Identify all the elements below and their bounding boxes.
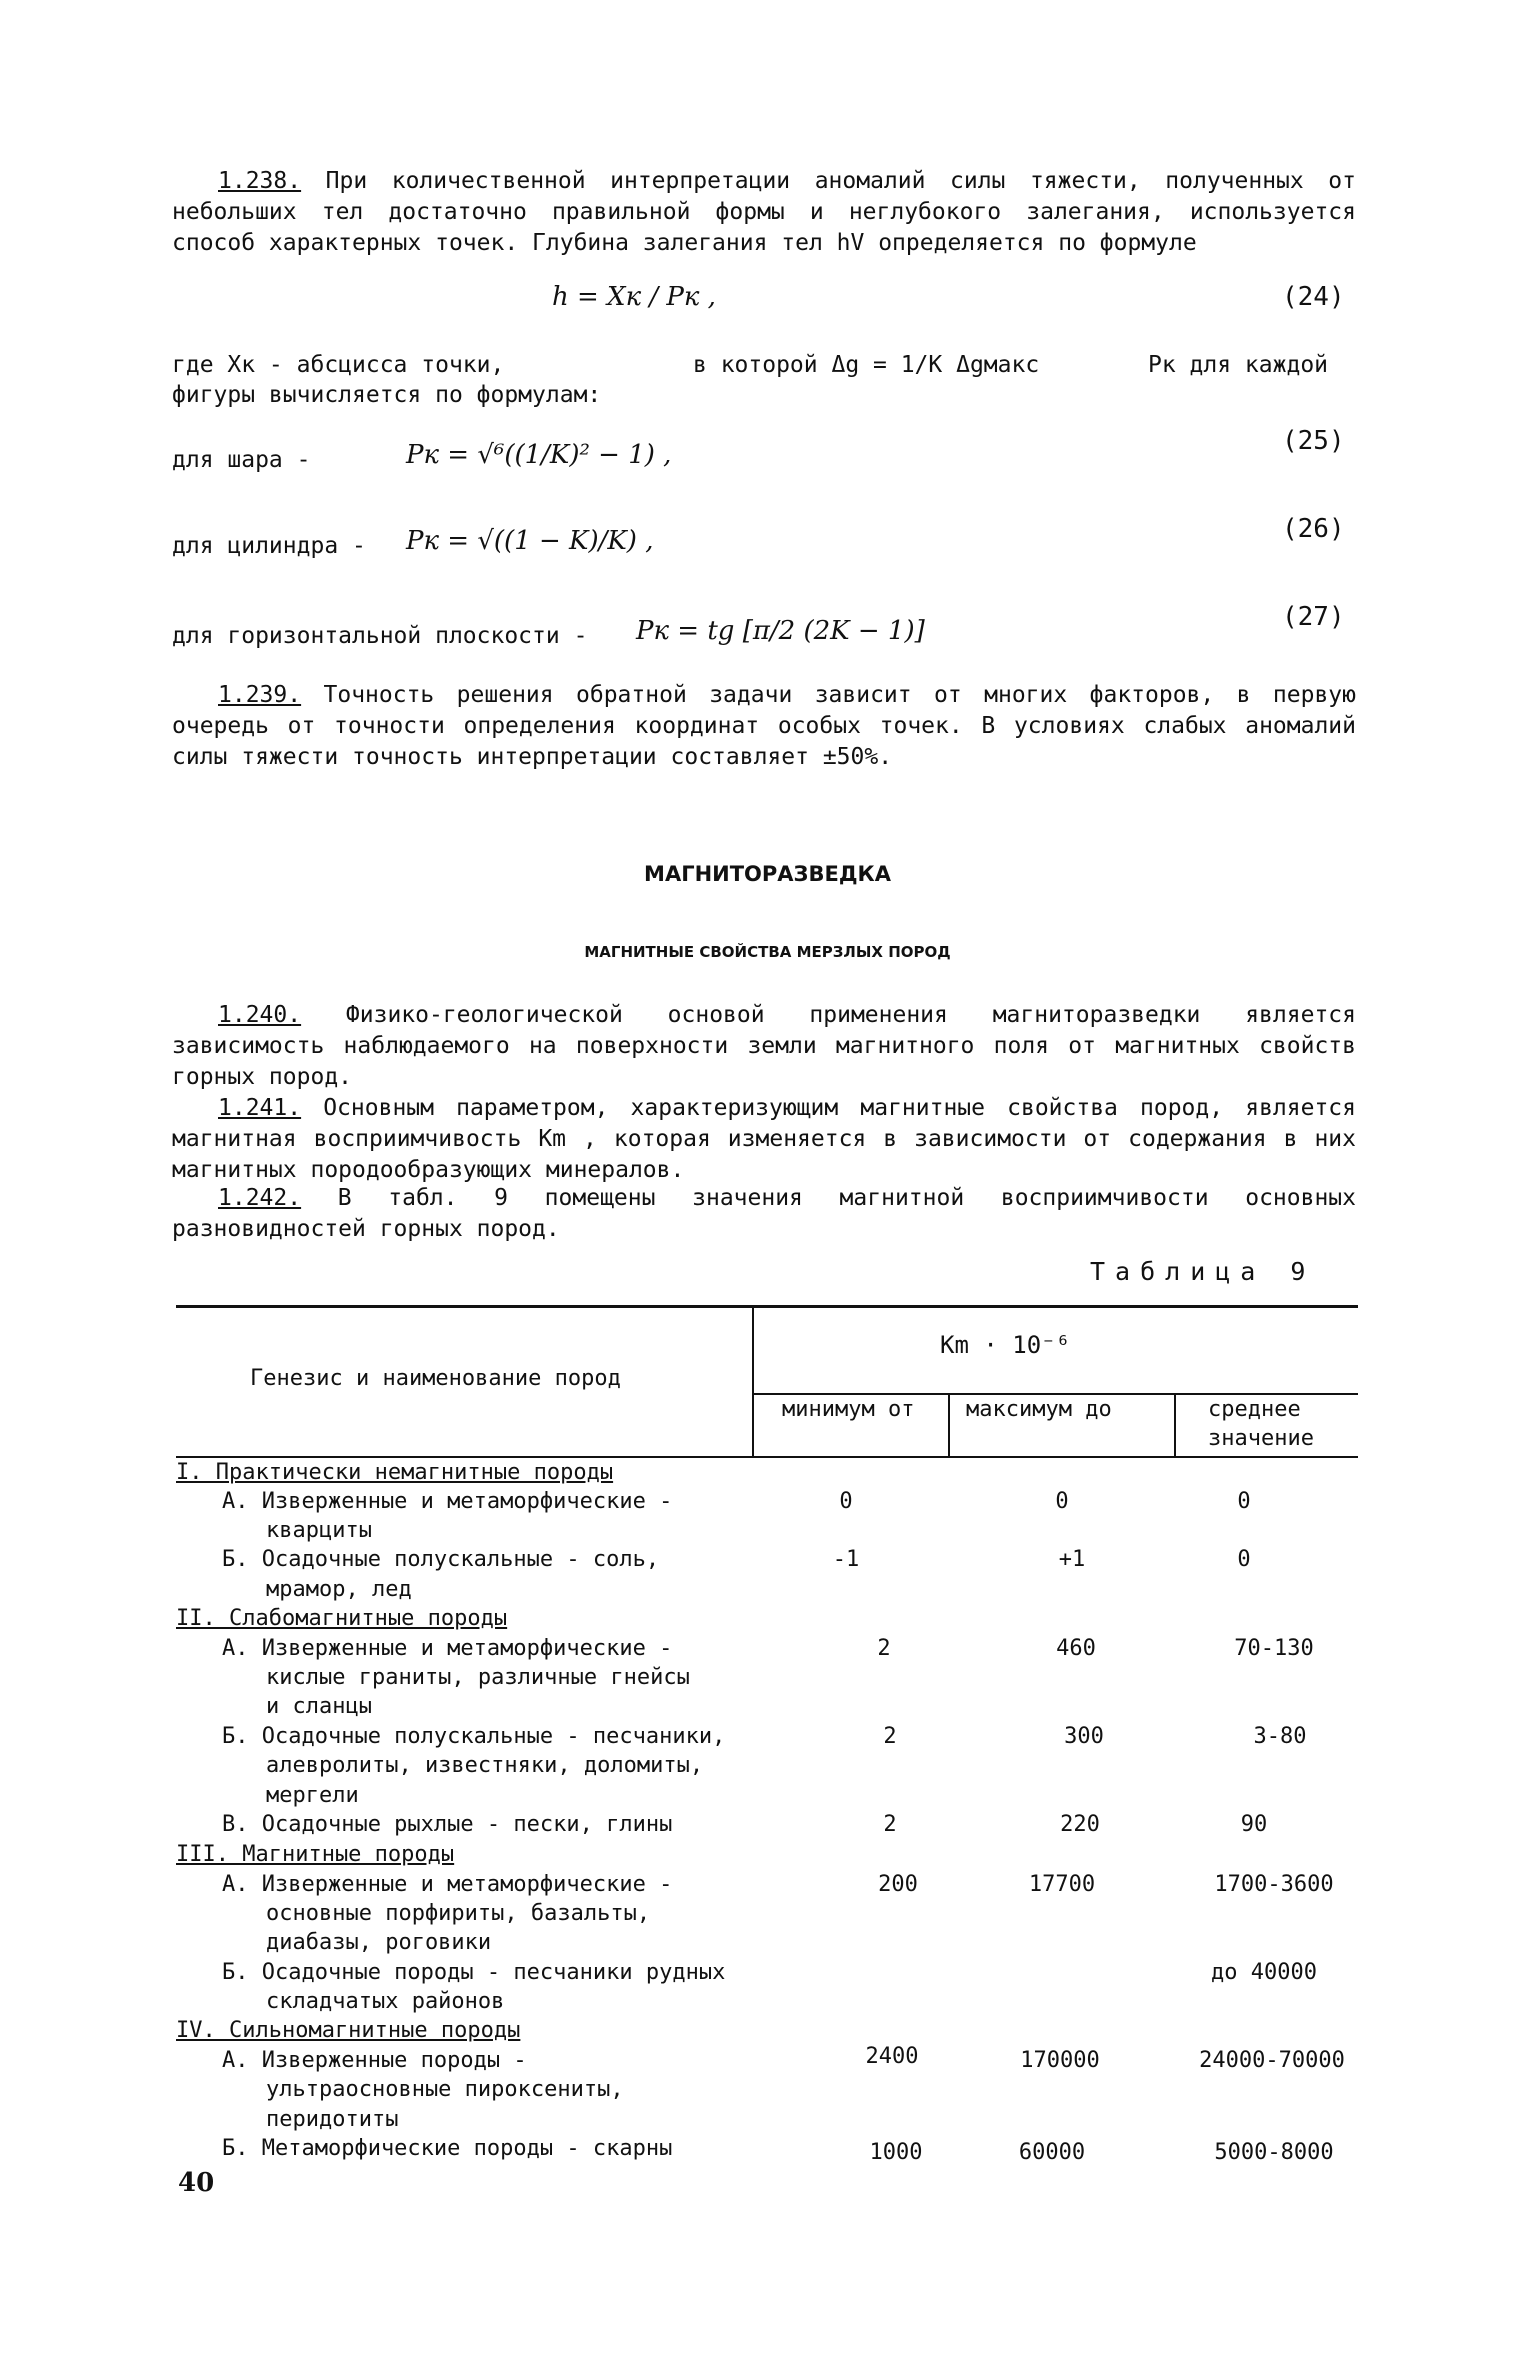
table-cell-max: 17700	[1028, 1872, 1096, 1897]
table-cell-min: -1	[832, 1547, 860, 1572]
paragraph-text: Точность решения обратной задачи зависит от многих факторов, в первую очередь от точности определения координат особых точек. В условиях слабых аномалий силы тяжести точность интерпретации составляет ±50%.	[172, 682, 1356, 770]
table-divider	[752, 1305, 754, 1458]
table-caption: Таблица 9	[1090, 1257, 1316, 1286]
table-cell-min: 200	[878, 1872, 918, 1897]
table-row-label: Б. Осадочные полускальные - соль,	[222, 1547, 660, 1572]
table-cell-avg: 1700-3600	[1214, 1872, 1334, 1897]
equation-number-24: (24)	[1282, 282, 1345, 312]
paragraph-text: Основным параметром, характеризующим магнитные свойства пород, является магнитная восприимчивость Km , которая изменяется в зависимости от содержания в них магнитных породообразующих минералов.	[172, 1095, 1356, 1183]
table-cell-avg: до 40000	[1211, 1960, 1317, 1985]
paragraph-number: 1.241.	[218, 1095, 302, 1121]
table-row-label: В. Осадочные рыхлые - пески, глины	[222, 1812, 673, 1837]
table-cell-max: 0	[1055, 1489, 1069, 1514]
table-cell-avg: 24000-70000	[1199, 2048, 1345, 2073]
header-avg-1: среднее	[1208, 1397, 1301, 1422]
paragraph-1-241	[172, 1093, 1356, 1186]
table-cell-avg: 70-130	[1234, 1636, 1314, 1661]
equation-number-25: (25)	[1282, 426, 1345, 456]
table-row-label: Б. Осадочные породы - песчаники рудных	[222, 1960, 726, 1985]
table-cell-avg: 90	[1240, 1812, 1268, 1837]
paragraph-number: 1.240.	[218, 1002, 302, 1028]
table-row-label: диабазы, роговики	[266, 1930, 492, 1955]
header-susceptibility: Km · 10⁻⁶	[940, 1331, 1071, 1359]
where-each: Pк для каждой	[1148, 352, 1329, 378]
table-group-heading: II. Слабомагнитные породы	[176, 1606, 508, 1631]
sphere-label: для шара -	[172, 447, 311, 473]
formula-25: Pк = √⁶((1/K)² − 1) ,	[406, 440, 672, 470]
table-cell-min: 0	[839, 1489, 853, 1514]
table-cell-avg: 3-80	[1253, 1724, 1307, 1749]
paragraph-number: 1.239.	[218, 682, 302, 708]
cylinder-label: для цилиндра -	[172, 533, 366, 559]
page-number: 40	[178, 2168, 215, 2198]
equation-number-26: (26)	[1282, 514, 1345, 544]
paragraph-1-239	[172, 680, 1356, 773]
table-cell-max: 300	[1064, 1724, 1104, 1749]
paragraph-text: При количественной интерпретации аномалий силы тяжести, полученных от небольших тел достаточно правильной формы и неглубокого залегания, используется способ характерных точек. Глубина залегания тел hV определяется по формуле	[172, 168, 1356, 256]
table-row-label: и сланцы	[266, 1694, 372, 1719]
header-rock-name: Генезис и наименование пород	[250, 1366, 621, 1391]
table-group-heading: I. Практически немагнитные породы	[176, 1460, 614, 1485]
table-row-label: мергели	[266, 1783, 359, 1808]
header-max: максимум до	[966, 1397, 1112, 1422]
table-row-label: основные порфириты, базальты,	[266, 1901, 651, 1926]
table-cell-avg: 0	[1237, 1547, 1251, 1572]
paragraph-text: В табл. 9 помещены значения магнитной восприимчивости основных разновидностей горных пород.	[172, 1185, 1356, 1242]
table-divider	[948, 1393, 950, 1458]
table-group-heading: IV. Сильномагнитные породы	[176, 2018, 521, 2043]
table-cell-min: 2	[883, 1812, 897, 1837]
table-divider	[1174, 1393, 1176, 1458]
table-cell-max: 220	[1060, 1812, 1100, 1837]
figures-text: фигуры вычисляется по формулам:	[172, 382, 602, 408]
table-row-label: мрамор, лед	[266, 1577, 412, 1602]
table-row-label: А. Изверженные и метаморфические -	[222, 1636, 673, 1661]
paragraph-1-240	[172, 1000, 1356, 1093]
paragraph-1-242	[172, 1183, 1356, 1245]
paragraph-1-238	[172, 166, 1356, 259]
table-row-label: А. Изверженные и метаморфические -	[222, 1872, 673, 1897]
table-cell-avg: 5000-8000	[1214, 2140, 1334, 2165]
table-row-label: Б. Осадочные полускальные - песчаники,	[222, 1724, 726, 1749]
where-condition: в которой Δg = 1/K Δgмакс	[693, 352, 1040, 378]
table-cell-max: 60000	[1018, 2140, 1086, 2165]
table-row-label: А. Изверженные породы -	[222, 2048, 527, 2073]
table-group-heading: III. Магнитные породы	[176, 1842, 455, 1867]
table-row-label: кислые граниты, различные гнейсы	[266, 1665, 690, 1690]
table-row-label: алевролиты, известняки, доломиты,	[266, 1753, 704, 1778]
where-text: где Xк - абсцисса точки,	[172, 352, 505, 378]
table-top-rule	[176, 1305, 1358, 1308]
subsection-heading: МАГНИТНЫЕ СВОЙСТВА МЕРЗЛЫХ ПОРОД	[584, 943, 951, 961]
table-cell-max: 460	[1056, 1636, 1096, 1661]
formula-24: h = Xк / Pк ,	[552, 282, 716, 312]
table-row-label: складчатых районов	[266, 1989, 505, 2014]
table-row-label: А. Изверженные и метаморфические -	[222, 1489, 673, 1514]
equation-number-27: (27)	[1282, 602, 1345, 632]
paragraph-text: Физико-геологической основой применения магниторазведки является зависимость наблюдаемого на поверхности земли магнитного поля от магнитных свойств горных пород.	[172, 1002, 1356, 1090]
table-cell-min: 1000	[869, 2140, 923, 2165]
table-cell-min: 2	[883, 1724, 897, 1749]
table-row-label: кварциты	[266, 1518, 372, 1543]
table-cell-min: 2	[877, 1636, 891, 1661]
table-row-label: Б. Метаморфические породы - скарны	[222, 2136, 673, 2161]
table-cell-max: 170000	[1020, 2048, 1100, 2073]
table-row-label: перидотиты	[266, 2107, 399, 2132]
table-cell-min: 2400	[865, 2044, 919, 2069]
table-row-label: ультраосновные пироксениты,	[266, 2077, 624, 2102]
header-avg-2: значение	[1208, 1426, 1314, 1451]
formula-26: Pк = √((1 − K)/K) ,	[406, 526, 654, 556]
table-cell-avg: 0	[1237, 1489, 1251, 1514]
header-min: минимум от	[782, 1397, 915, 1422]
formula-27: Pк = tg [π/2 (2K − 1)]	[636, 616, 925, 646]
paragraph-number: 1.238.	[218, 168, 302, 194]
plane-label: для горизонтальной плоскости -	[172, 623, 588, 649]
paragraph-number: 1.242.	[218, 1185, 302, 1211]
table-cell-max: +1	[1058, 1547, 1086, 1572]
section-heading: МАГНИТОРАЗВЕДКА	[644, 862, 891, 886]
